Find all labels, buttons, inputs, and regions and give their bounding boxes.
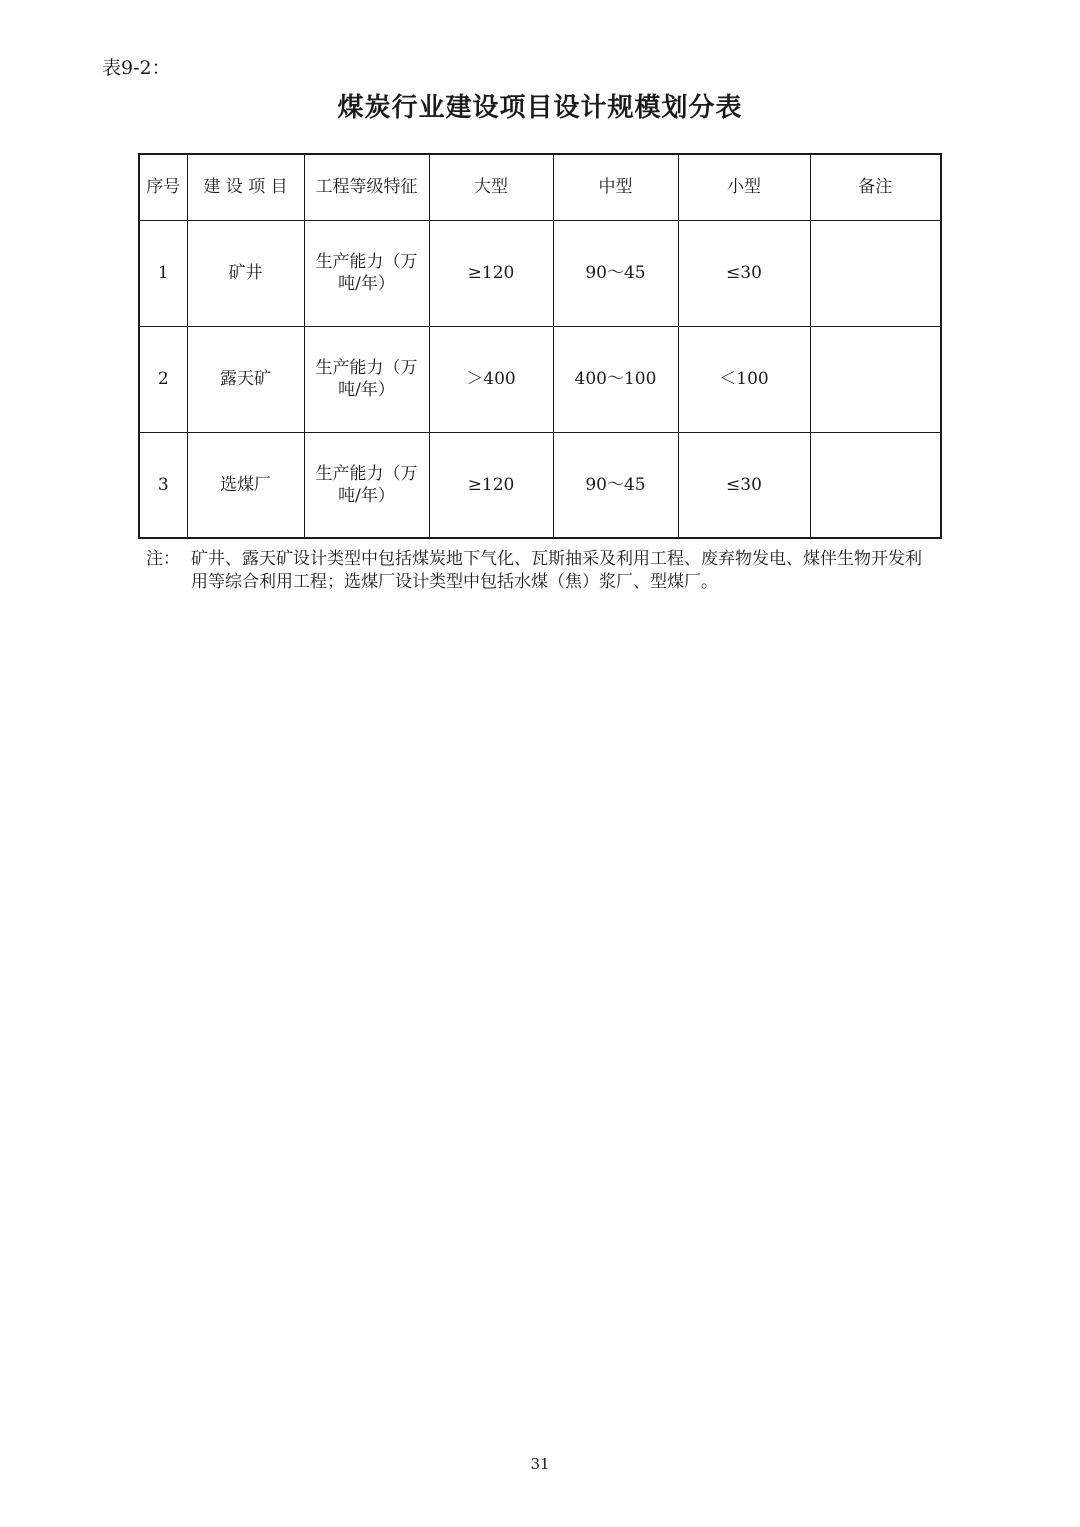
- cell-project: 矿井: [187, 220, 304, 326]
- header-feature: 工程等级特征: [304, 154, 429, 220]
- cell-remark: [810, 326, 941, 432]
- cell-remark: [810, 432, 941, 538]
- cell-large: ≥120: [429, 432, 553, 538]
- table-label: 表9-2：: [102, 57, 171, 79]
- note-text: 矿井、露天矿设计类型中包括煤炭地下气化、瓦斯抽采及利用工程、废弃物发电、煤伴生物开发利用等综合利用工程；选煤厂设计类型中包括水煤（焦）浆厂、型煤厂。: [191, 549, 922, 592]
- cell-serial: 3: [139, 432, 187, 538]
- document-title: 煤炭行业建设项目设计规模划分表: [337, 93, 743, 123]
- header-medium: 中型: [553, 154, 678, 220]
- note-label: 注：: [146, 549, 180, 569]
- header-remark: 备注: [810, 154, 941, 220]
- cell-medium: 90～45: [553, 432, 678, 538]
- header-large: 大型: [429, 154, 553, 220]
- header-project: 建 设 项 目: [187, 154, 304, 220]
- table-note: [146, 548, 936, 594]
- cell-medium: 400～100: [553, 326, 678, 432]
- header-small: 小型: [678, 154, 810, 220]
- cell-serial: 2: [139, 326, 187, 432]
- table-row: [139, 326, 941, 432]
- cell-project: 选煤厂: [187, 432, 304, 538]
- header-serial: 序号: [139, 154, 187, 220]
- cell-feature: 生产能力（万吨/年）: [304, 432, 429, 538]
- cell-small: ≤30: [678, 432, 810, 538]
- page-number: 31: [530, 1455, 550, 1473]
- cell-large: ＞400: [429, 326, 553, 432]
- cell-large: ≥120: [429, 220, 553, 326]
- cell-feature: 生产能力（万吨/年）: [304, 220, 429, 326]
- cell-small: ＜100: [678, 326, 810, 432]
- cell-small: ≤30: [678, 220, 810, 326]
- table-header-row: [139, 154, 941, 220]
- table-row: [139, 220, 941, 326]
- cell-remark: [810, 220, 941, 326]
- cell-medium: 90～45: [553, 220, 678, 326]
- cell-feature: 生产能力（万吨/年）: [304, 326, 429, 432]
- cell-serial: 1: [139, 220, 187, 326]
- cell-project: 露天矿: [187, 326, 304, 432]
- table-row: [139, 432, 941, 538]
- design-scale-table: [138, 153, 942, 539]
